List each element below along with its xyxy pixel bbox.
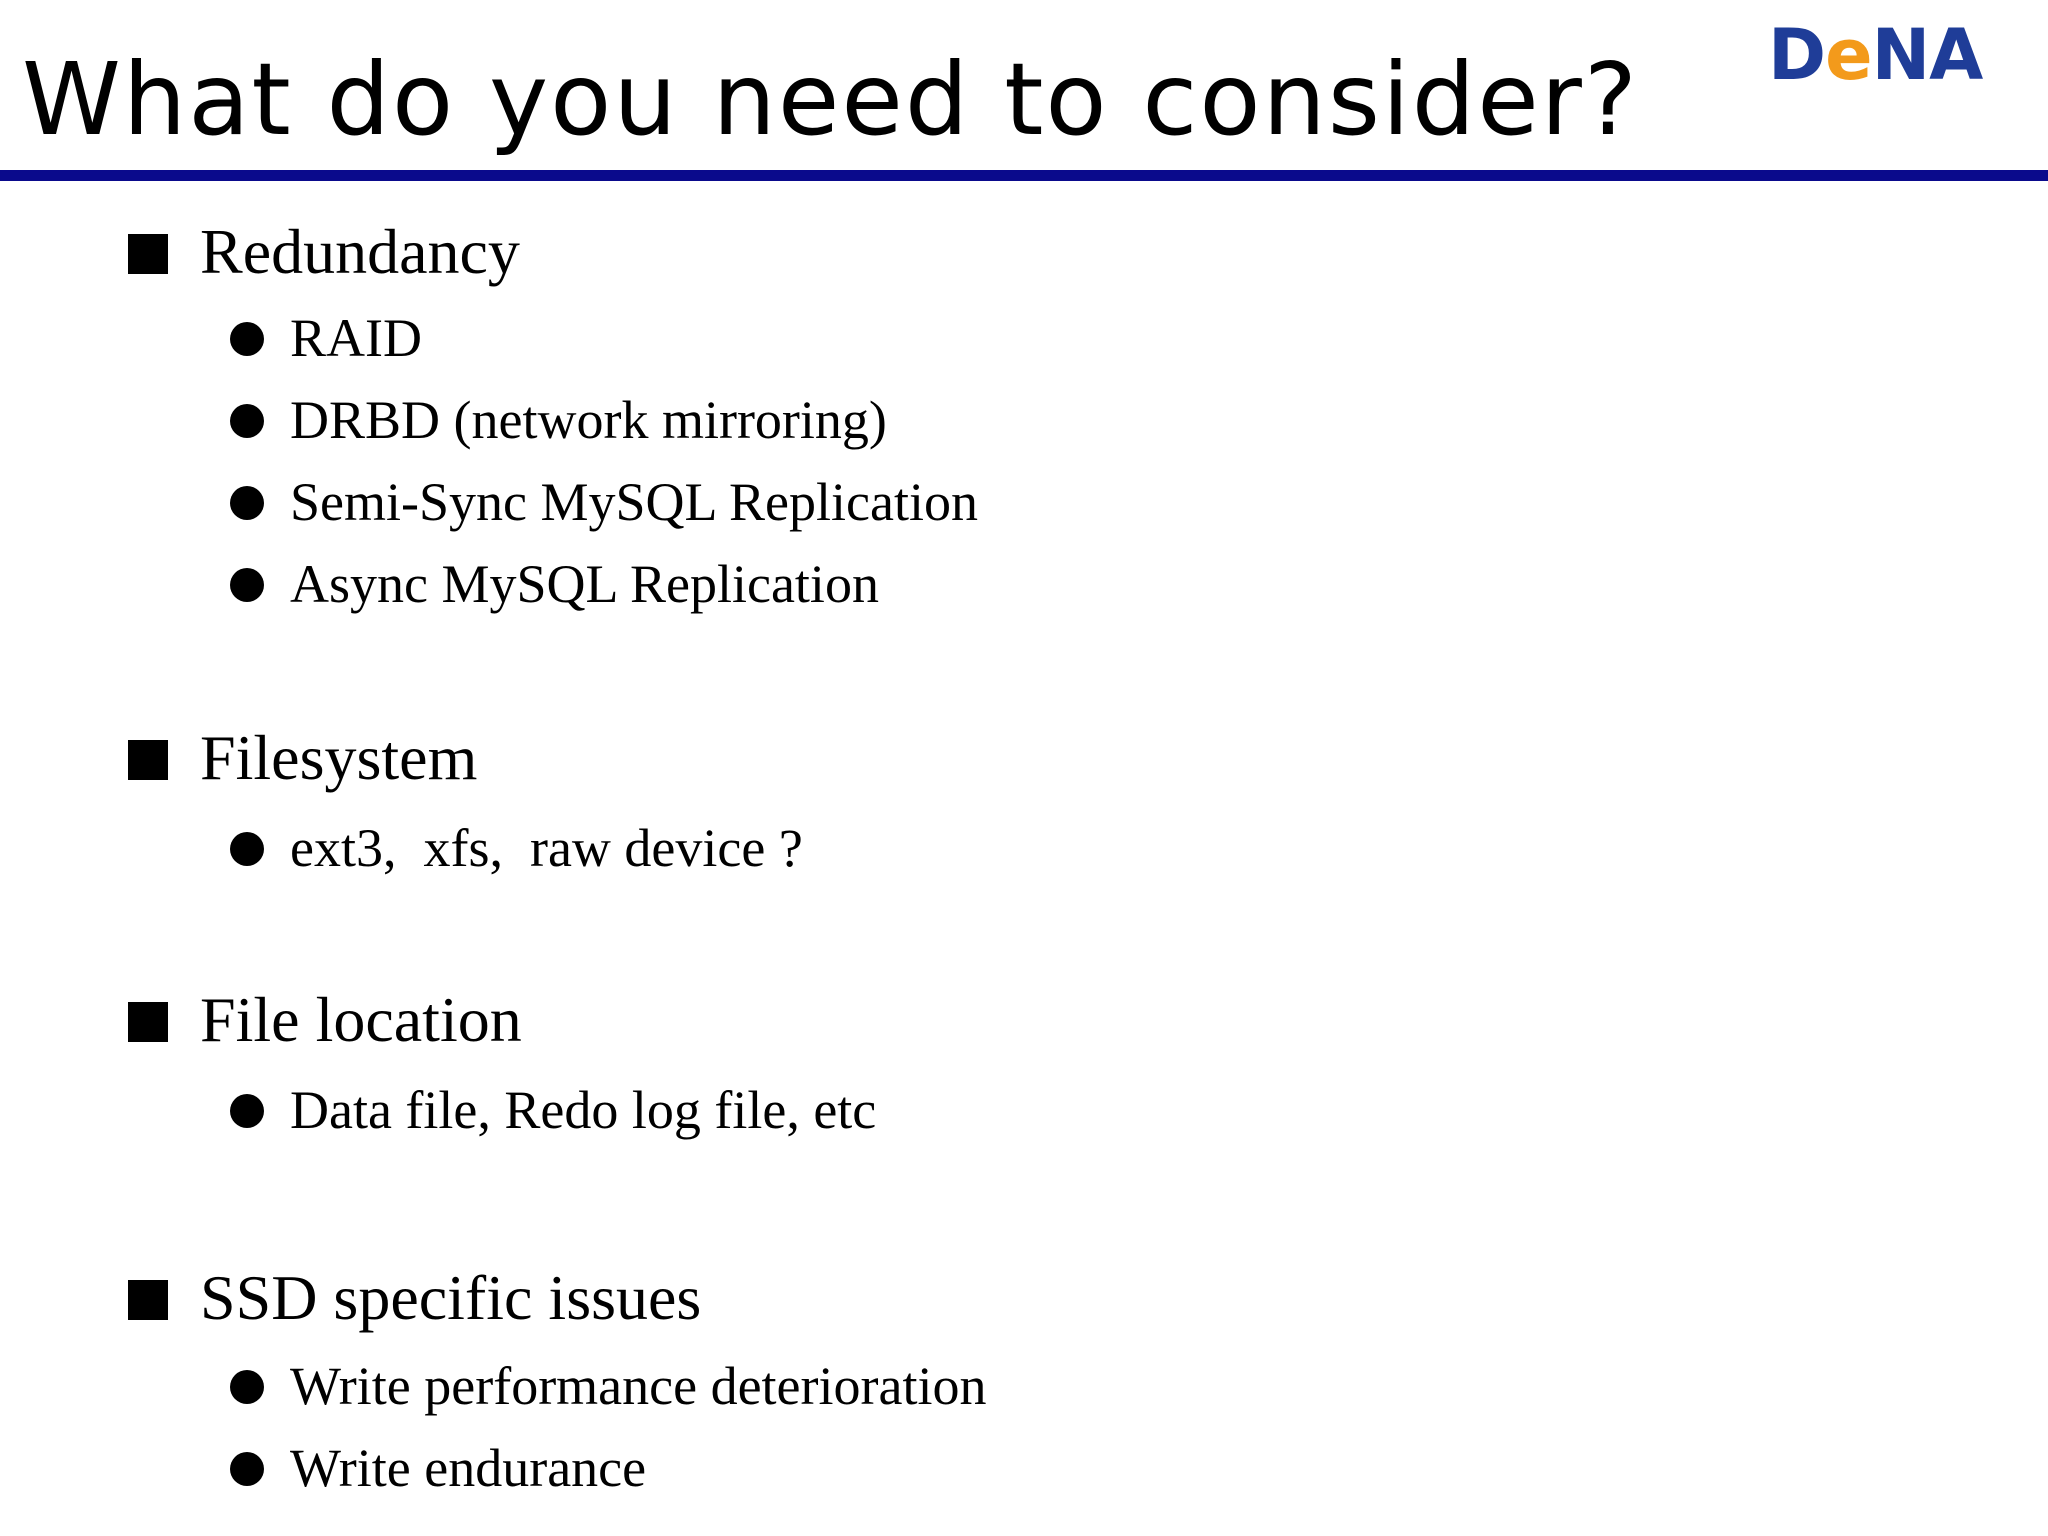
logo-part-de: De — [1768, 14, 1872, 96]
square-bullet-icon — [128, 234, 168, 274]
round-bullet-icon — [230, 1370, 264, 1404]
dena-logo — [1768, 14, 1983, 96]
sub-bullet-text: ext3, xfs, raw device ? — [290, 818, 803, 878]
sub-bullet-text: RAID — [290, 308, 422, 368]
sub-bullet-text: Data file, Redo log file, etc — [290, 1080, 877, 1140]
square-bullet-icon — [128, 1002, 168, 1042]
sub-bullet-text: Write endurance — [290, 1438, 647, 1498]
round-bullet-icon — [230, 322, 264, 356]
sub-bullet-text: Semi-Sync MySQL Replication — [290, 472, 978, 532]
title-divider — [0, 170, 2048, 181]
slide-title: What do you need to consider? — [22, 41, 1639, 158]
round-bullet-icon — [230, 1094, 264, 1128]
bullet-heading: Filesystem — [200, 722, 478, 793]
sub-bullet-text: Write performance deterioration — [290, 1356, 987, 1416]
round-bullet-icon — [230, 404, 264, 438]
round-bullet-icon — [230, 568, 264, 602]
bullet-heading: SSD specific issues — [200, 1262, 702, 1333]
bullet-heading: Redundancy — [200, 216, 520, 287]
round-bullet-icon — [230, 832, 264, 866]
bullet-heading: File location — [200, 984, 522, 1055]
round-bullet-icon — [230, 486, 264, 520]
square-bullet-icon — [128, 740, 168, 780]
sub-bullet-text: Async MySQL Replication — [290, 554, 879, 614]
round-bullet-icon — [230, 1452, 264, 1486]
square-bullet-icon — [128, 1280, 168, 1320]
sub-bullet-text: DRBD (network mirroring) — [290, 390, 887, 450]
logo-part-na: NA — [1871, 14, 1983, 96]
